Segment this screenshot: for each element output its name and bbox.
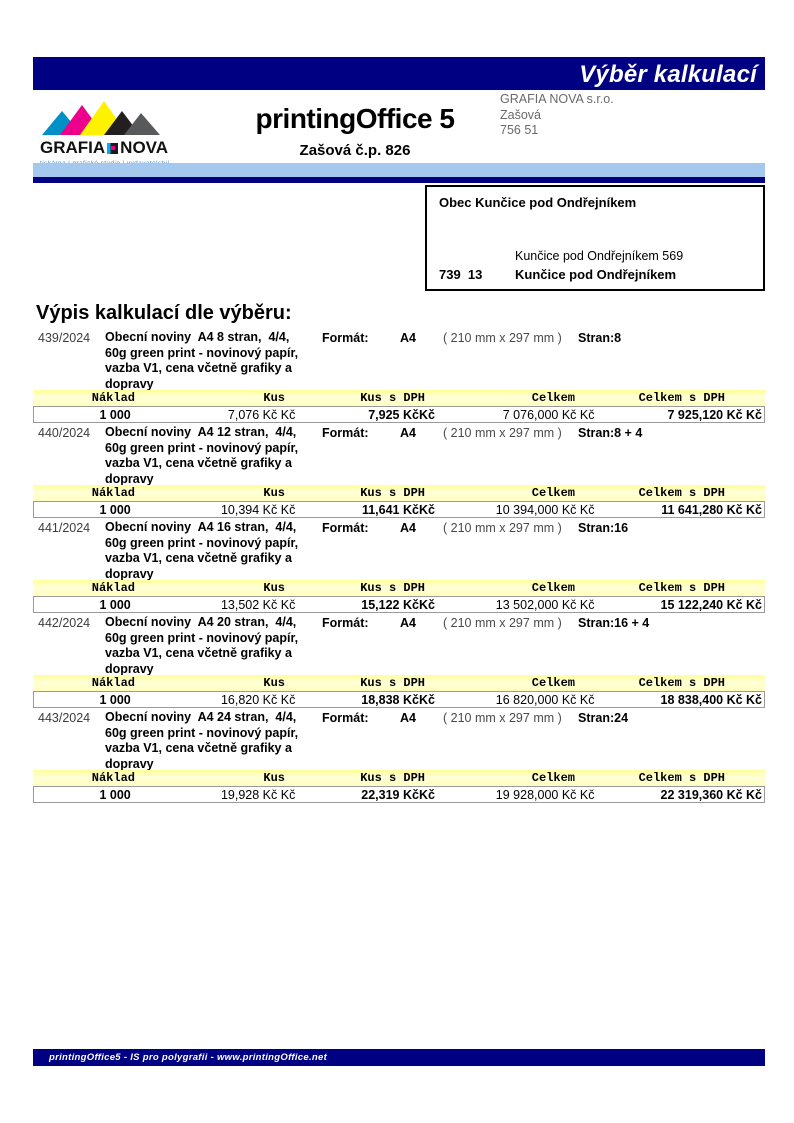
header-celkem: Celkem <box>531 391 575 405</box>
format-dimensions: ( 210 mm x 297 mm ) <box>443 331 562 345</box>
header-kus: Kus <box>263 771 285 785</box>
header-kus: Kus <box>263 581 285 595</box>
description-line: 60g green print - novinový papír, <box>105 440 299 455</box>
report-title-bar <box>33 57 765 90</box>
value-kus-s-dph: 11,641 KčKč <box>361 502 435 517</box>
header-celkem-s-dph: Celkem s DPH <box>638 676 725 690</box>
calculation-description <box>105 615 321 675</box>
calculation-list <box>33 330 765 805</box>
format-dimensions: ( 210 mm x 297 mm ) <box>443 711 562 725</box>
calculation-meta <box>33 615 765 675</box>
format-label: Formát: <box>322 711 369 725</box>
description-line: dopravy <box>105 756 154 770</box>
header-celkem: Celkem <box>531 581 575 595</box>
description-line: 60g green print - novinový papír, <box>105 345 299 360</box>
value-kus-s-dph: 22,319 KčKč <box>361 787 435 802</box>
header-kus-s-dph: Kus s DPH <box>360 771 425 785</box>
header-kus-s-dph: Kus s DPH <box>360 581 425 595</box>
description-line: Obecní noviny A4 24 stran, 4/4, <box>105 710 297 724</box>
format-value: A4 <box>400 426 416 440</box>
header-celkem: Celkem <box>531 676 575 690</box>
calculation-block <box>33 425 765 518</box>
value-kus-s-dph: 18,838 KčKč <box>361 692 435 707</box>
header-kus: Kus <box>263 676 285 690</box>
header-celkem-s-dph: Celkem s DPH <box>638 771 725 785</box>
pages-label: Stran: <box>578 426 615 440</box>
pages-value: 16 + 4 <box>614 616 650 630</box>
pages-info <box>578 426 642 440</box>
header-kus-s-dph: Kus s DPH <box>360 391 425 405</box>
section-title: Výpis kalkulací dle výběru: <box>36 302 292 324</box>
value-naklad: 1 000 <box>99 692 131 707</box>
description-line: 60g green print - novinový papír, <box>105 725 299 740</box>
description-line: Obecní noviny A4 8 stran, 4/4, <box>105 330 290 344</box>
value-naklad: 1 000 <box>99 407 131 422</box>
logo-text-right: NOVA <box>120 138 169 157</box>
footer-bar <box>33 1049 765 1066</box>
calculation-meta <box>33 330 765 390</box>
description-line: vazba V1, cena včetně grafiky a <box>105 551 292 565</box>
pages-value: 8 + 4 <box>614 426 643 440</box>
value-kus: 7,076 Kč Kč <box>227 407 296 422</box>
logo-mark-icon <box>107 143 118 154</box>
calculation-description <box>105 330 321 390</box>
pages-info <box>578 616 649 630</box>
price-table-row <box>33 596 765 613</box>
company-address-line1: Zašová <box>500 107 541 122</box>
calculation-description <box>105 520 321 580</box>
description-line: vazba V1, cena včetně grafiky a <box>105 456 292 470</box>
format-label: Formát: <box>322 521 369 535</box>
client-city: Kunčice pod Ondřejníkem <box>515 267 677 282</box>
value-celkem: 13 502,000 Kč Kč <box>495 597 595 612</box>
format-label: Formát: <box>322 331 369 345</box>
company-info <box>500 92 614 139</box>
company-address-line2: 756 51 <box>500 123 539 137</box>
logo-wordmark <box>40 138 190 158</box>
value-celkem: 19 928,000 Kč Kč <box>495 787 595 802</box>
pages-info <box>578 711 628 725</box>
logo-text-left: GRAFIA <box>40 138 106 157</box>
price-table-header <box>33 770 765 786</box>
calculation-meta <box>33 425 765 485</box>
pages-label: Stran: <box>578 331 615 345</box>
value-kus: 13,502 Kč Kč <box>220 597 296 612</box>
app-title: printingOffice 5 <box>255 103 455 134</box>
description-line: dopravy <box>105 661 154 675</box>
header-kus-s-dph: Kus s DPH <box>360 486 425 500</box>
header-celkem-s-dph: Celkem s DPH <box>638 486 725 500</box>
header-kus: Kus <box>263 391 285 405</box>
report-title: Výběr kalkulací <box>579 61 757 88</box>
value-naklad: 1 000 <box>99 787 131 802</box>
header-celkem: Celkem <box>531 771 575 785</box>
description-line: Obecní noviny A4 20 stran, 4/4, <box>105 615 297 629</box>
format-value: A4 <box>400 331 416 345</box>
calculation-block <box>33 710 765 803</box>
value-celkem: 16 820,000 Kč Kč <box>495 692 595 707</box>
calculation-number: 440/2024 <box>38 426 91 440</box>
format-dimensions: ( 210 mm x 297 mm ) <box>443 521 562 535</box>
calculation-number: 443/2024 <box>38 711 91 725</box>
pages-value: 24 <box>614 711 629 725</box>
price-table-row <box>33 501 765 518</box>
format-label: Formát: <box>322 616 369 630</box>
footer-text: printingOffice5 - IS pro polygrafii - www.printingOffice.net <box>49 1052 328 1063</box>
description-line: vazba V1, cena včetně grafiky a <box>105 361 292 375</box>
calculation-description <box>105 710 321 770</box>
price-table-row <box>33 406 765 423</box>
header-celkem-s-dph: Celkem s DPH <box>638 581 725 595</box>
description-line: dopravy <box>105 471 154 485</box>
format-value: A4 <box>400 711 416 725</box>
header-celkem: Celkem <box>531 486 575 500</box>
header-naklad: Náklad <box>91 581 135 595</box>
format-value: A4 <box>400 616 416 630</box>
description-line: dopravy <box>105 376 154 390</box>
price-table-header <box>33 390 765 406</box>
client-street: Kunčice pod Ondřejníkem 569 <box>515 249 684 263</box>
calculation-number: 441/2024 <box>38 521 91 535</box>
price-table-row <box>33 786 765 803</box>
value-naklad: 1 000 <box>99 597 131 612</box>
value-celkem: 7 076,000 Kč Kč <box>502 407 595 422</box>
description-line: dopravy <box>105 566 154 580</box>
header-celkem-s-dph: Celkem s DPH <box>638 391 725 405</box>
pages-value: 16 <box>614 521 629 535</box>
description-line: 60g green print - novinový papír, <box>105 630 299 645</box>
value-celkem-s-dph: 15 122,240 Kč Kč <box>660 597 763 612</box>
calculation-number: 439/2024 <box>38 331 91 345</box>
value-kus: 16,820 Kč Kč <box>220 692 296 707</box>
client-zip: 739 13 <box>439 267 483 282</box>
company-name: GRAFIA NOVA s.r.o. <box>500 92 614 106</box>
description-line: Obecní noviny A4 12 stran, 4/4, <box>105 425 297 439</box>
calculation-meta <box>33 520 765 580</box>
client-address-box <box>425 185 765 291</box>
calculation-description <box>105 425 321 485</box>
company-logo <box>40 101 190 167</box>
app-subtitle: Zašová č.p. 826 <box>299 142 411 159</box>
value-celkem: 10 394,000 Kč Kč <box>495 502 595 517</box>
header-naklad: Náklad <box>91 676 135 690</box>
description-line: Obecní noviny A4 16 stran, 4/4, <box>105 520 297 534</box>
price-table-header <box>33 580 765 596</box>
price-table-header <box>33 675 765 691</box>
calculation-meta <box>33 710 765 770</box>
value-kus-s-dph: 7,925 KčKč <box>368 407 435 422</box>
value-kus-s-dph: 15,122 KčKč <box>361 597 435 612</box>
value-celkem-s-dph: 11 641,280 Kč Kč <box>661 502 763 517</box>
pages-value: 8 <box>614 331 622 345</box>
pages-label: Stran: <box>578 521 615 535</box>
calculation-block <box>33 520 765 613</box>
format-dimensions: ( 210 mm x 297 mm ) <box>443 426 562 440</box>
calculation-block <box>33 615 765 708</box>
format-dimensions: ( 210 mm x 297 mm ) <box>443 616 562 630</box>
description-line: vazba V1, cena včetně grafiky a <box>105 741 292 755</box>
price-table-row <box>33 691 765 708</box>
value-kus: 19,928 Kč Kč <box>220 787 296 802</box>
pages-info <box>578 331 621 345</box>
pages-label: Stran: <box>578 711 615 725</box>
value-naklad: 1 000 <box>99 502 131 517</box>
calculation-block <box>33 330 765 423</box>
pages-label: Stran: <box>578 616 615 630</box>
logo-mountains-icon <box>40 101 170 135</box>
value-celkem-s-dph: 18 838,400 Kč Kč <box>660 692 763 707</box>
pages-info <box>578 521 628 535</box>
value-celkem-s-dph: 7 925,120 Kč Kč <box>667 407 763 422</box>
value-celkem-s-dph: 22 319,360 Kč Kč <box>660 787 763 802</box>
header-naklad: Náklad <box>91 486 135 500</box>
decorative-blue-bar <box>33 163 765 177</box>
description-line: 60g green print - novinový papír, <box>105 535 299 550</box>
description-line: vazba V1, cena včetně grafiky a <box>105 646 292 660</box>
decorative-navy-line <box>33 177 765 183</box>
format-value: A4 <box>400 521 416 535</box>
value-kus: 10,394 Kč Kč <box>220 502 296 517</box>
format-label: Formát: <box>322 426 369 440</box>
calculation-number: 442/2024 <box>38 616 91 630</box>
price-table-header <box>33 485 765 501</box>
app-title-block <box>195 103 515 159</box>
header-kus-s-dph: Kus s DPH <box>360 676 425 690</box>
header-naklad: Náklad <box>91 391 135 405</box>
header-kus: Kus <box>263 486 285 500</box>
client-name: Obec Kunčice pod Ondřejníkem <box>439 195 637 210</box>
header-naklad: Náklad <box>91 771 135 785</box>
